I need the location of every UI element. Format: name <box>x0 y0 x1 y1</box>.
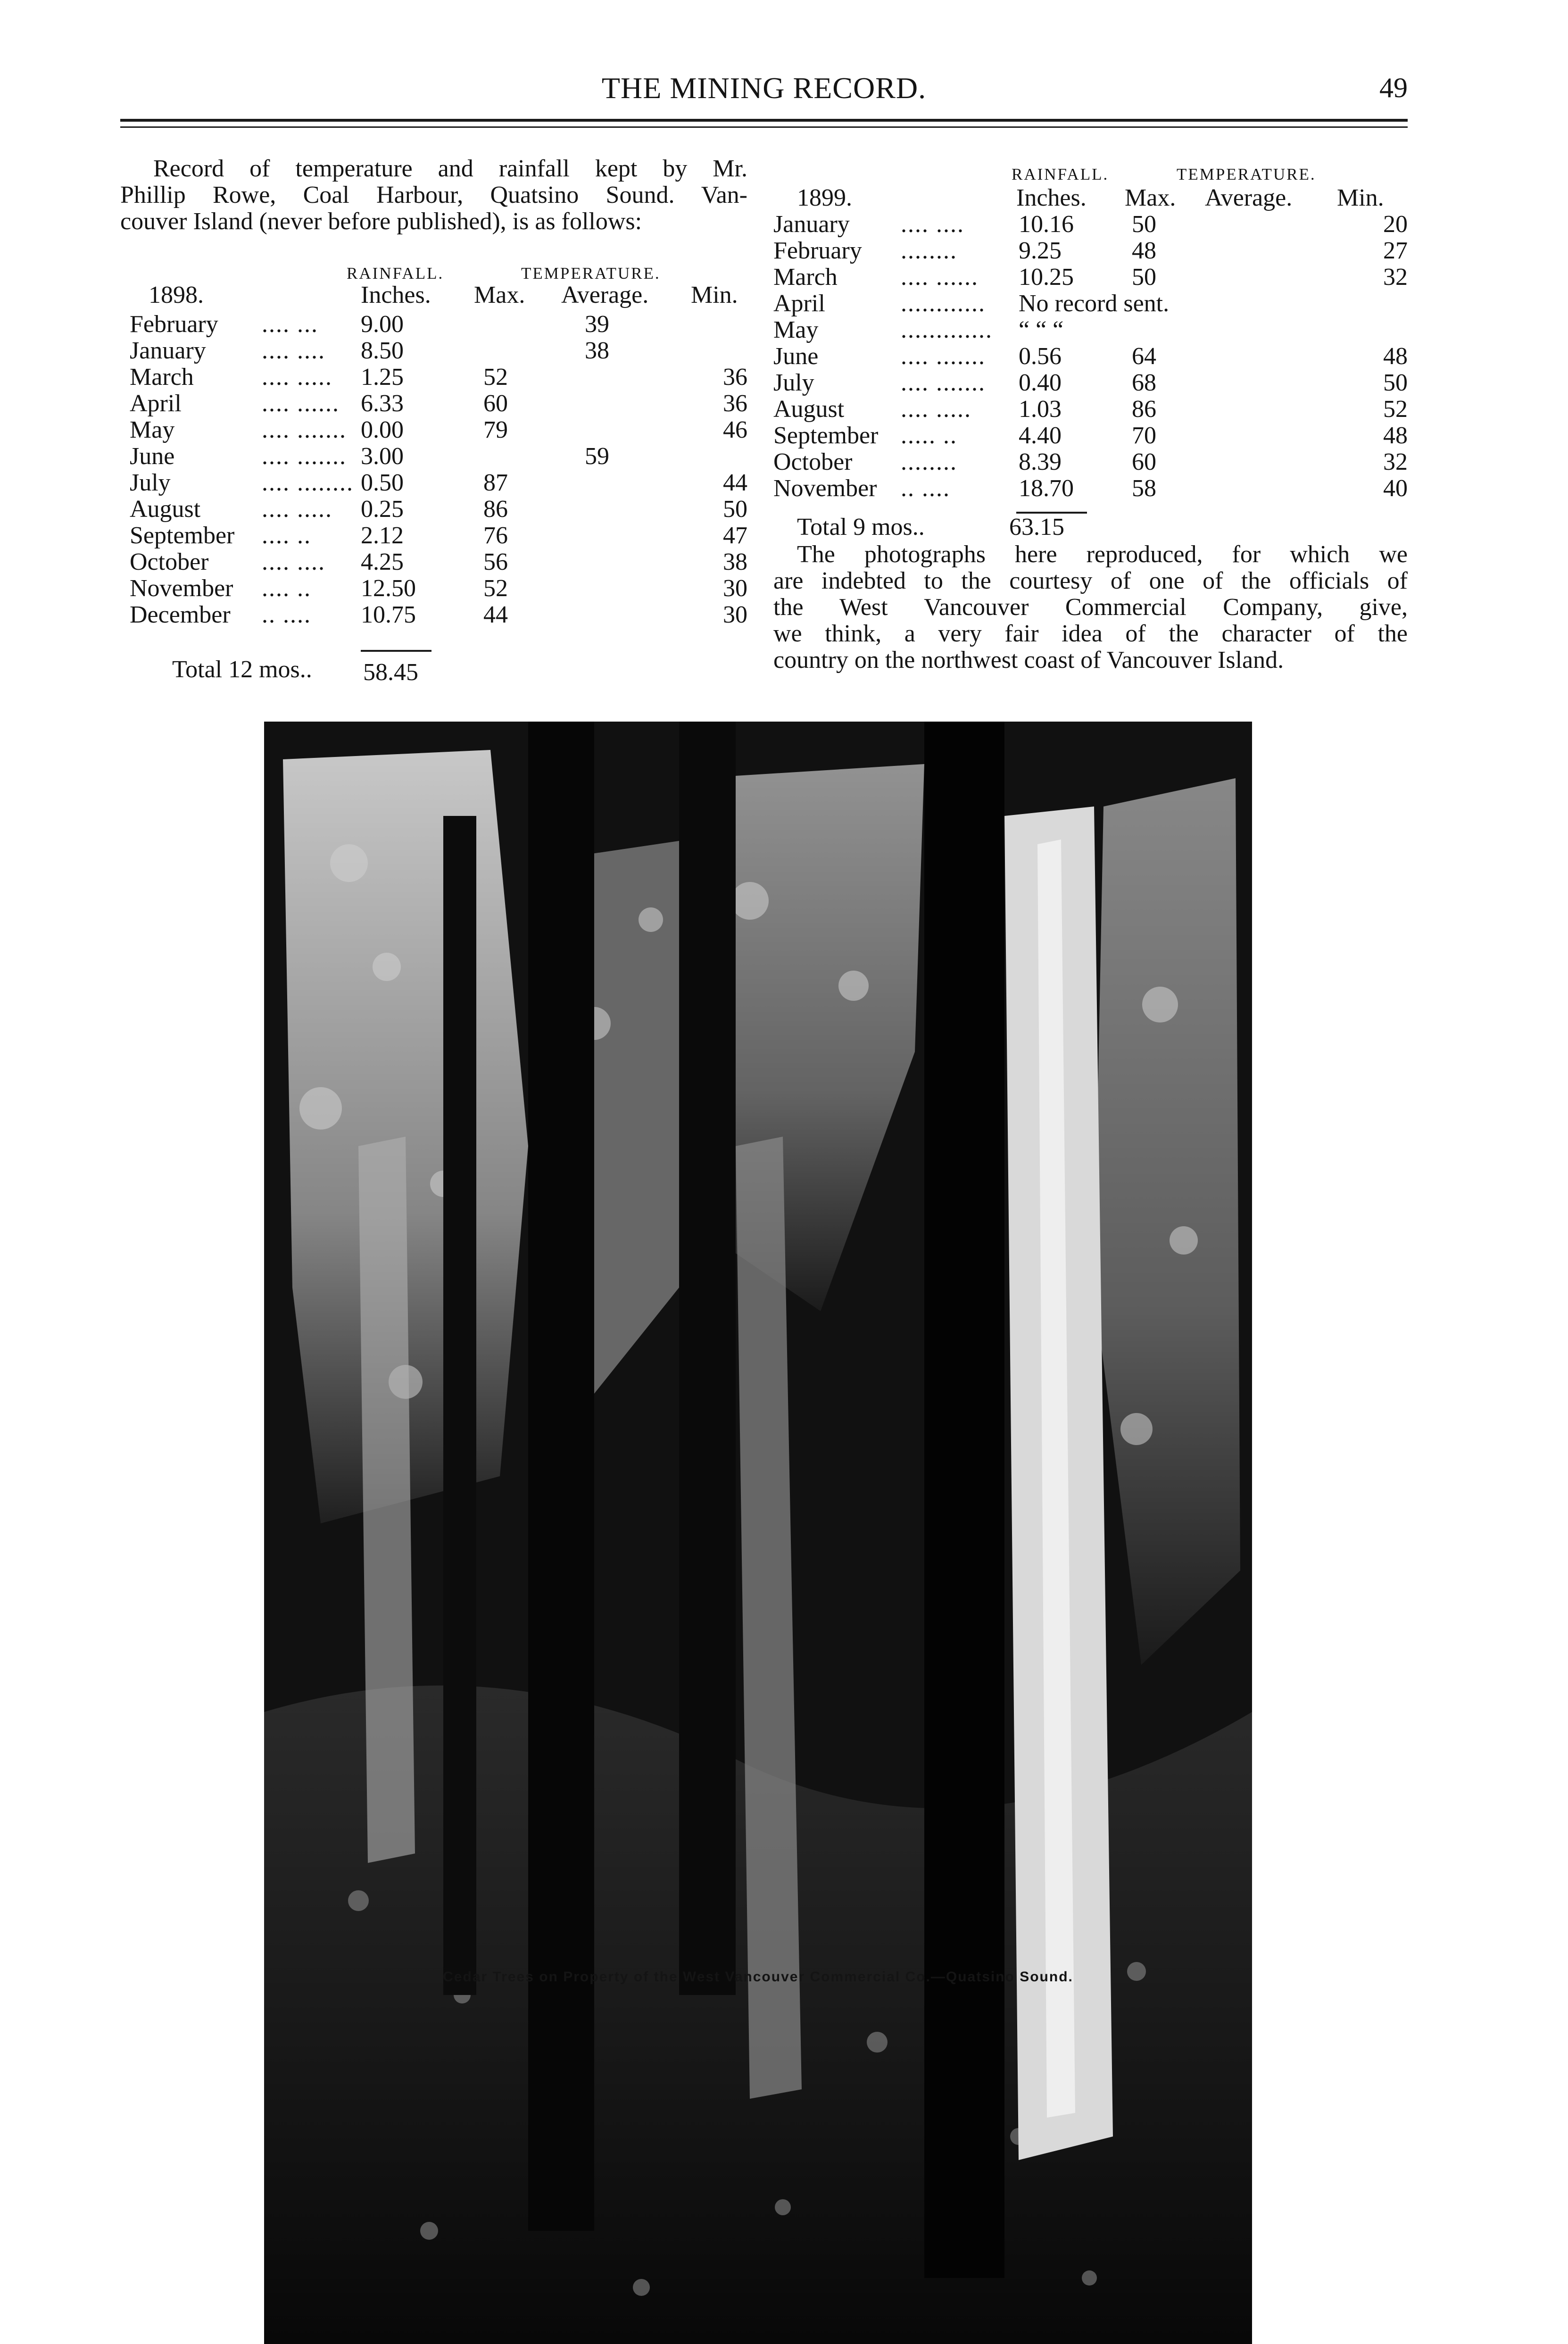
leader-dots: .... ....... <box>901 369 986 396</box>
max-column-header: Max. <box>1125 184 1176 211</box>
table-row <box>773 395 1408 422</box>
table-row <box>120 337 747 363</box>
inches-cell: No record sent. <box>1019 290 1170 317</box>
inches-cell: 8.39 <box>1019 449 1062 475</box>
leader-dots: .... .. <box>262 522 311 549</box>
paragraph-line: The photographs here reproduced, for which we <box>797 541 1408 568</box>
inches-cell: 10.16 <box>1019 211 1074 238</box>
max-cell: 64 <box>1132 343 1156 370</box>
table-row <box>120 442 747 469</box>
max-cell: 79 <box>483 416 508 443</box>
total-rule <box>361 650 431 652</box>
photo-description-paragraph <box>773 541 1408 673</box>
photo-caption: Cedar Trees on Property of the West Vancouver Commercial Co.—Quatsino Sound. <box>443 1969 1073 1985</box>
min-cell: 36 <box>723 364 747 391</box>
min-cell: 30 <box>723 575 747 602</box>
month-cell: September <box>130 522 235 549</box>
month-cell: December <box>130 601 231 628</box>
month-cell: October <box>130 549 209 575</box>
month-cell: March <box>130 364 194 391</box>
min-cell: 44 <box>723 469 747 496</box>
weather-table-1899 <box>773 160 1408 528</box>
min-cell: 32 <box>1383 264 1408 291</box>
leader-dots: .... .. <box>262 575 311 602</box>
temperature-group-header: TEMPERATURE. <box>1177 165 1316 183</box>
leader-dots: .... ..... <box>262 364 332 391</box>
month-cell: February <box>773 237 862 264</box>
cedar-trees-photograph <box>264 722 1252 2344</box>
table-row <box>773 422 1408 448</box>
table-row <box>773 290 1408 316</box>
average-cell: 38 <box>585 337 609 364</box>
leader-dots: .... ... <box>262 311 318 338</box>
table-row <box>120 495 747 522</box>
intro-line: couver Island (never before published), is as follows: <box>120 208 642 235</box>
table-row <box>120 522 747 548</box>
max-cell: 50 <box>1132 264 1156 291</box>
min-cell: 50 <box>723 496 747 523</box>
table-row <box>773 263 1408 290</box>
inches-cell: 1.25 <box>361 364 404 391</box>
average-cell: 59 <box>585 443 609 470</box>
min-cell: 32 <box>1383 449 1408 475</box>
inches-cell: 18.70 <box>1019 475 1074 502</box>
paragraph-line: are indebted to the courtesy of one of the officials of <box>773 567 1408 594</box>
leader-dots: .... ....... <box>901 343 986 370</box>
leader-dots: .... ....... <box>262 443 347 470</box>
max-cell: 86 <box>483 496 508 523</box>
inches-cell: 3.00 <box>361 443 404 470</box>
month-cell: August <box>773 396 845 423</box>
rainfall-group-header: RAINFALL. <box>1012 165 1109 183</box>
month-cell: July <box>773 369 814 396</box>
month-cell: May <box>773 316 819 343</box>
paragraph-line: country on the northwest coast of Vancouver Island. <box>773 647 1284 673</box>
month-cell: February <box>130 311 218 338</box>
min-cell: 47 <box>723 522 747 549</box>
intro-line: Record of temperature and rainfall kept by Mr. <box>153 155 747 182</box>
inches-cell: 0.40 <box>1019 369 1062 396</box>
average-cell: 39 <box>585 311 609 338</box>
year-label: 1899. <box>797 184 852 211</box>
table-row <box>120 416 747 442</box>
leader-dots: .... ....... <box>262 416 347 443</box>
month-cell: April <box>130 390 182 417</box>
table-row <box>120 601 747 627</box>
inches-cell: 0.00 <box>361 416 404 443</box>
month-cell: March <box>773 264 838 291</box>
max-cell: 87 <box>483 469 508 496</box>
leader-dots: .... ..... <box>901 396 971 423</box>
year-label: 1898. <box>149 282 204 308</box>
max-cell: 58 <box>1132 475 1156 502</box>
rainfall-group-header: RAINFALL. <box>347 264 444 283</box>
max-cell: 60 <box>483 390 508 417</box>
paragraph-line: we think, a very fair idea of the character of the <box>773 620 1408 647</box>
month-cell: November <box>773 475 877 502</box>
inches-cell: 12.50 <box>361 575 416 602</box>
inches-cell: 0.25 <box>361 496 404 523</box>
leader-dots: ..... .. <box>901 422 957 449</box>
table-row <box>773 316 1408 342</box>
month-cell: January <box>130 337 206 364</box>
min-cell: 40 <box>1383 475 1408 502</box>
min-cell: 27 <box>1383 237 1408 264</box>
min-cell: 50 <box>1383 369 1408 396</box>
month-cell: August <box>130 496 201 523</box>
month-cell: October <box>773 449 853 475</box>
table-row <box>773 448 1408 474</box>
month-cell: June <box>130 443 175 470</box>
inches-cell: 0.50 <box>361 469 404 496</box>
table-row <box>120 574 747 601</box>
leader-dots: .... ........ <box>262 469 354 496</box>
inches-cell: 10.25 <box>1019 264 1074 291</box>
total-label: Total 12 mos.. <box>172 656 312 683</box>
min-cell: 36 <box>723 390 747 417</box>
inches-column-header: Inches. <box>361 282 431 308</box>
min-cell: 48 <box>1383 343 1408 370</box>
table-row <box>120 548 747 574</box>
min-cell: 48 <box>1383 422 1408 449</box>
page-number: 49 <box>1379 72 1408 103</box>
weather-table-1898 <box>120 255 747 689</box>
total-value: 58.45 <box>363 659 418 686</box>
leader-dots: ........ <box>901 449 957 475</box>
intro-line: Phillip Rowe, Coal Harbour, Quatsino Sound. Van- <box>120 182 747 208</box>
inches-cell: 0.56 <box>1019 343 1062 370</box>
average-column-header: Average. <box>1205 184 1293 211</box>
page-header <box>120 71 1408 108</box>
temperature-group-header: TEMPERATURE. <box>521 264 661 283</box>
leader-dots: .... ...... <box>262 390 340 417</box>
paragraph-line: the West Vancouver Commercial Company, give, <box>773 594 1408 621</box>
max-cell: 60 <box>1132 449 1156 475</box>
inches-cell: 1.03 <box>1019 396 1062 423</box>
max-column-header: Max. <box>474 282 525 308</box>
inches-cell: “ “ “ <box>1019 316 1064 343</box>
month-cell: July <box>130 469 171 496</box>
inches-cell: 6.33 <box>361 390 404 417</box>
inches-cell: 4.25 <box>361 549 404 575</box>
max-cell: 56 <box>483 549 508 575</box>
max-cell: 44 <box>483 601 508 628</box>
inches-cell: 4.40 <box>1019 422 1062 449</box>
min-cell: 30 <box>723 601 747 628</box>
inches-cell: 9.25 <box>1019 237 1062 264</box>
inches-cell: 9.00 <box>361 311 404 338</box>
inches-cell: 10.75 <box>361 601 416 628</box>
min-column-header: Min. <box>1337 184 1384 211</box>
intro-paragraph <box>120 156 747 235</box>
leader-dots: ........ <box>901 237 957 264</box>
header-rule-thick <box>120 119 1408 122</box>
table-row <box>120 310 747 337</box>
max-cell: 86 <box>1132 396 1156 423</box>
min-column-header: Min. <box>691 282 738 308</box>
max-cell: 52 <box>483 364 508 391</box>
min-cell: 20 <box>1383 211 1408 238</box>
table-row <box>120 363 747 390</box>
table-row <box>120 390 747 416</box>
total-label: Total 9 mos.. <box>797 514 925 540</box>
month-cell: June <box>773 343 819 370</box>
table-row <box>773 369 1408 395</box>
min-cell: 38 <box>723 549 747 575</box>
max-cell: 48 <box>1132 237 1156 264</box>
leader-dots: .. .... <box>901 475 950 502</box>
inches-cell: 2.12 <box>361 522 404 549</box>
leader-dots: .... ..... <box>262 496 332 523</box>
leader-dots: .... .... <box>262 337 325 364</box>
leader-dots: .... ...... <box>901 264 979 291</box>
month-cell: May <box>130 416 175 443</box>
table-row <box>773 237 1408 263</box>
total-value: 63.15 <box>1009 514 1064 540</box>
leader-dots: ............ <box>901 290 986 317</box>
table-row <box>773 474 1408 501</box>
average-column-header: Average. <box>561 282 649 308</box>
inches-cell: 8.50 <box>361 337 404 364</box>
table-row <box>120 469 747 495</box>
max-cell: 70 <box>1132 422 1156 449</box>
header-rule-thin <box>120 126 1408 128</box>
inches-column-header: Inches. <box>1016 184 1087 211</box>
min-cell: 46 <box>723 416 747 443</box>
table-row <box>773 342 1408 369</box>
month-cell: April <box>773 290 825 317</box>
max-cell: 76 <box>483 522 508 549</box>
min-cell: 52 <box>1383 396 1408 423</box>
photograph-illustration <box>264 722 1252 2344</box>
month-cell: January <box>773 211 850 238</box>
max-cell: 52 <box>483 575 508 602</box>
publication-title: THE MINING RECORD. <box>601 71 927 105</box>
max-cell: 50 <box>1132 211 1156 238</box>
leader-dots: ............. <box>901 316 993 343</box>
max-cell: 68 <box>1132 369 1156 396</box>
leader-dots: .... .... <box>262 549 325 575</box>
leader-dots: .... .... <box>901 211 964 238</box>
month-cell: November <box>130 575 233 602</box>
month-cell: September <box>773 422 879 449</box>
leader-dots: .. .... <box>262 601 311 628</box>
table-row <box>773 210 1408 237</box>
